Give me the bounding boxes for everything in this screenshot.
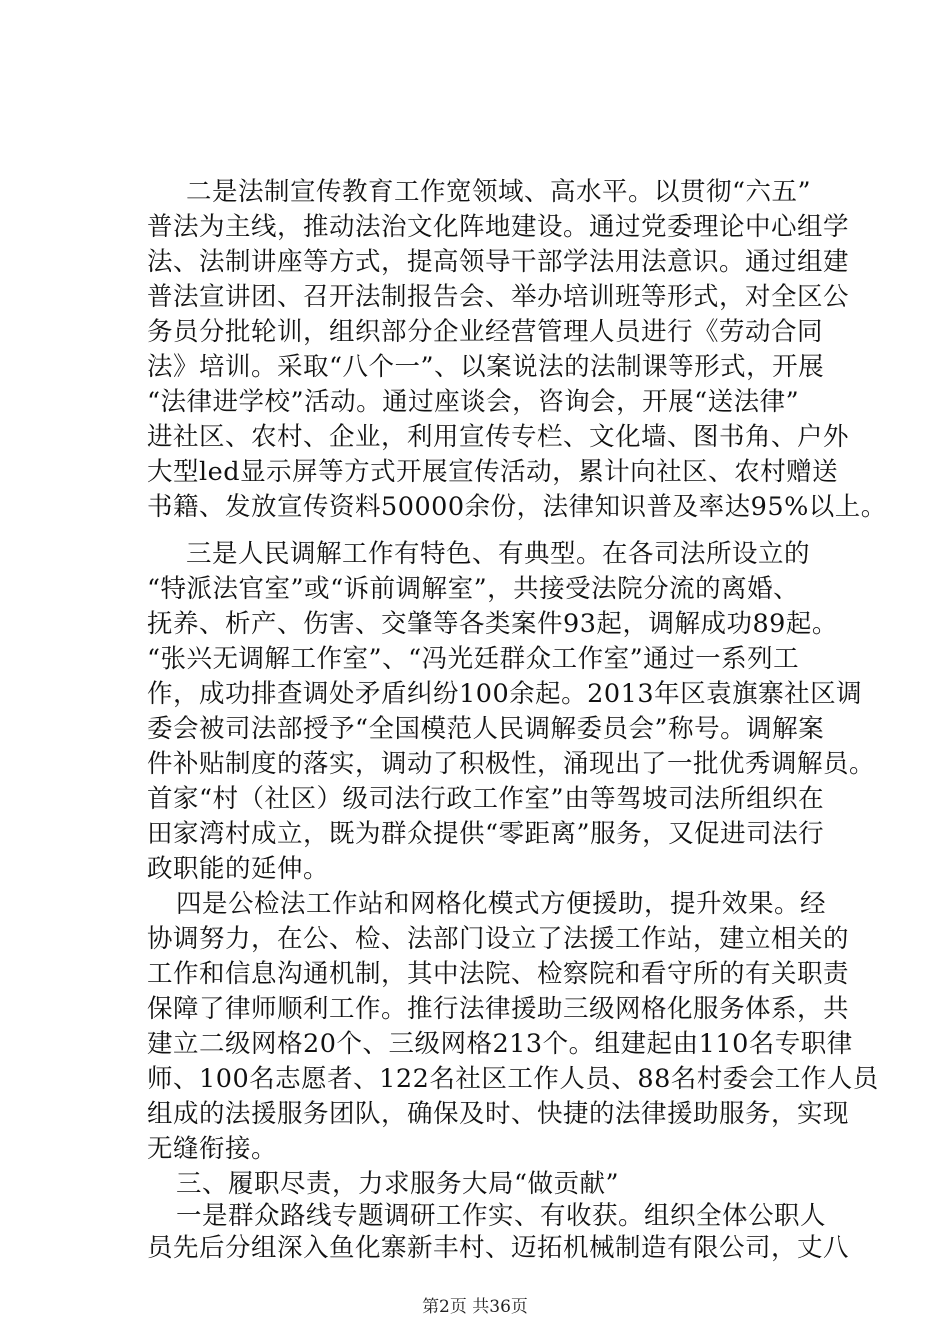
paragraph-1-line-8: 进社区、农村、企业，利用宣传专栏、文化墙、图书角、户外	[147, 422, 850, 452]
paragraph-1-line-2: 普法为主线，推动法治文化阵地建设。通过党委理论中心组学	[147, 212, 850, 242]
paragraph-2-line-8: 首家“村（社区）级司法行政工作室”由等驾坡司法所组织在	[147, 784, 825, 814]
paragraph-1-line-5: 务员分批轮训，组织部分企业经营管理人员进行《劳动合同	[147, 317, 824, 347]
paragraph-1-line-6: 法》培训。采取“八个一”、以案说法的法制课等形式，开展	[147, 352, 825, 382]
paragraph-3-line-1: 四是公检法工作站和网格化模式方便援助，提升效果。经	[176, 889, 827, 919]
paragraph-3-line-3: 工作和信息沟通机制，其中法院、检察院和看守所的有关职责	[147, 959, 850, 989]
paragraph-1-line-4: 普法宣讲团、召开法制报告会、举办培训班等形式，对全区公	[147, 282, 850, 312]
paragraph-2-line-10: 政职能的延伸。	[147, 854, 330, 884]
paragraph-3-line-5: 建立二级网格20个、三级网格213个。组建起由110名专职律	[147, 1029, 853, 1059]
paragraph-5-line-1: 一是群众路线专题调研工作实、有收获。组织全体公职人	[176, 1201, 827, 1231]
section-heading: 三、履职尽责，力求服务大局“做贡献”	[176, 1169, 620, 1199]
paragraph-2-line-4: “张兴无调解工作室”、“冯光廷群众工作室”通过一系列工	[147, 644, 800, 674]
paragraph-1-line-9: 大型led显示屏等方式开展宣传活动，累计向社区、农村赠送	[147, 457, 839, 487]
page-number-footer: 第2页 共36页	[422, 1297, 528, 1317]
paragraph-3-line-8: 无缝衔接。	[147, 1134, 278, 1164]
paragraph-2-line-9: 田家湾村成立，既为群众提供“零距离”服务，又促进司法行	[147, 819, 825, 849]
paragraph-2-line-7: 件补贴制度的落实，调动了积极性，涌现出了一批优秀调解员。	[147, 749, 876, 779]
paragraph-2-line-6: 委会被司法部授予“全国模范人民调解委员会”称号。调解案	[147, 714, 825, 744]
paragraph-2-line-5: 作，成功排查调处矛盾纠纷100余起。2013年区袁旗寨社区调	[147, 679, 863, 709]
paragraph-2-line-3: 抚养、析产、伤害、交肇等各类案件93起，调解成功89起。	[147, 609, 838, 639]
paragraph-2-line-1: 三是人民调解工作有特色、有典型。在各司法所设立的	[186, 539, 811, 569]
paragraph-3-line-7: 组成的法援服务团队，确保及时、快捷的法律援助服务，实现	[147, 1099, 850, 1129]
paragraph-1-line-3: 法、法制讲座等方式，提高领导干部学法用法意识。通过组建	[147, 247, 850, 277]
paragraph-1-line-1: 二是法制宣传教育工作宽领域、高水平。以贯彻“六五”	[186, 177, 812, 207]
paragraph-3-line-6: 师、100名志愿者、122名社区工作人员、88名村委会工作人员	[147, 1064, 879, 1094]
paragraph-2-line-2: “特派法官室”或“诉前调解室”，共接受法院分流的离婚、	[147, 574, 800, 604]
paragraph-5-line-2: 员先后分组深入鱼化寨新丰村、迈拓机械制造有限公司，丈八	[147, 1233, 850, 1263]
paragraph-3-line-2: 协调努力，在公、检、法部门设立了法援工作站，建立相关的	[147, 924, 850, 954]
paragraph-3-line-4: 保障了律师顺利工作。推行法律援助三级网格化服务体系，共	[147, 994, 850, 1024]
paragraph-1-line-7: “法律进学校”活动。通过座谈会，咨询会，开展“送法律”	[147, 387, 800, 417]
paragraph-1-line-10: 书籍、发放宣传资料50000余份，法律知识普及率达95%以上。	[147, 492, 887, 522]
